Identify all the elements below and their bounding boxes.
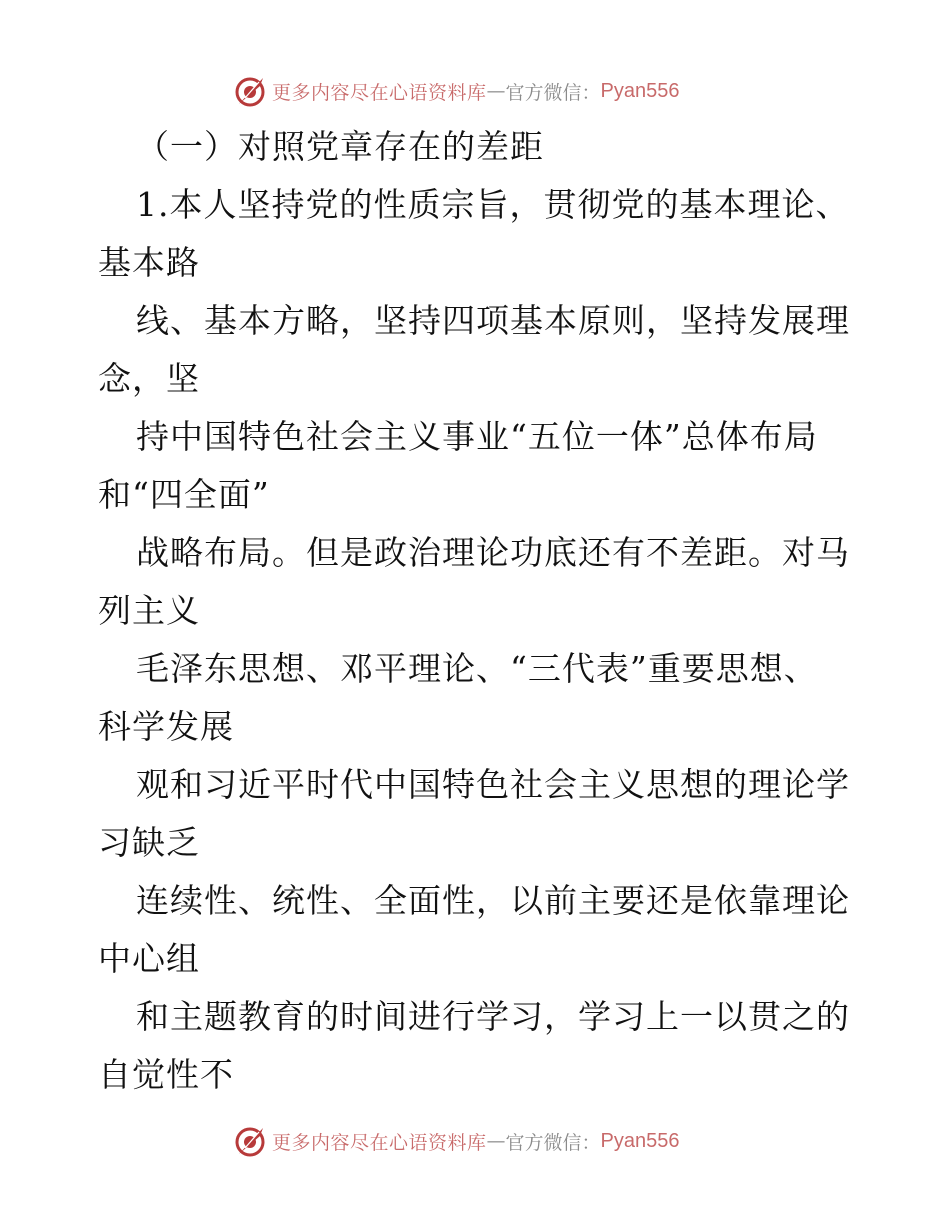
- body-line: 科学发展: [98, 707, 234, 746]
- body-line: 中心组: [98, 939, 200, 978]
- header-banner-wechat-id: Pyan556: [600, 79, 680, 102]
- header-banner-wechat-label: 官方微信：: [505, 81, 601, 104]
- footer-banner: [233, 1121, 733, 1161]
- header-banner: [233, 71, 733, 111]
- body-line: 和主题教育的时间进行学习，学习上一以贯之的: [136, 997, 850, 1036]
- body-line: 1.本人坚持党的性质宗旨，贯彻党的基本理论、: [136, 185, 850, 224]
- quill-pen-circle-logo-icon: [233, 1124, 267, 1158]
- body-line: 连续性、统性、全面性，以前主要还是依靠理论: [136, 881, 850, 920]
- body-line: 基本路: [98, 243, 200, 282]
- section-heading: （一）对照党章存在的差距: [136, 127, 544, 166]
- footer-banner-wechat-id: Pyan556: [600, 1129, 680, 1152]
- document-body: [98, 118, 858, 1104]
- body-line: 和“四全面”: [98, 475, 270, 514]
- body-line: 习缺乏: [98, 823, 200, 862]
- header-banner-title: 更多内容尽在心语资料库: [272, 81, 487, 104]
- footer-banner-separator: —: [486, 1130, 506, 1152]
- footer-banner-title: 更多内容尽在心语资料库: [272, 1131, 487, 1154]
- body-line: 念，坚: [98, 359, 200, 398]
- body-line: 列主义: [98, 591, 200, 630]
- quill-pen-circle-logo-icon: [233, 74, 267, 108]
- body-line: 观和习近平时代中国特色社会主义思想的理论学: [136, 765, 850, 804]
- body-line: 自觉性不: [98, 1055, 234, 1094]
- header-banner-separator: —: [486, 80, 506, 102]
- body-line: 毛泽东思想、邓平理论、“三代表”重要思想、: [136, 649, 818, 688]
- footer-banner-wechat-label: 官方微信：: [505, 1131, 601, 1154]
- body-line: 战略布局。但是政治理论功底还有不差距。对马: [136, 533, 850, 572]
- body-line: 持中国特色社会主义事业“五位一体”总体布局: [136, 417, 818, 456]
- body-line: 线、基本方略，坚持四项基本原则，坚持发展理: [136, 301, 850, 340]
